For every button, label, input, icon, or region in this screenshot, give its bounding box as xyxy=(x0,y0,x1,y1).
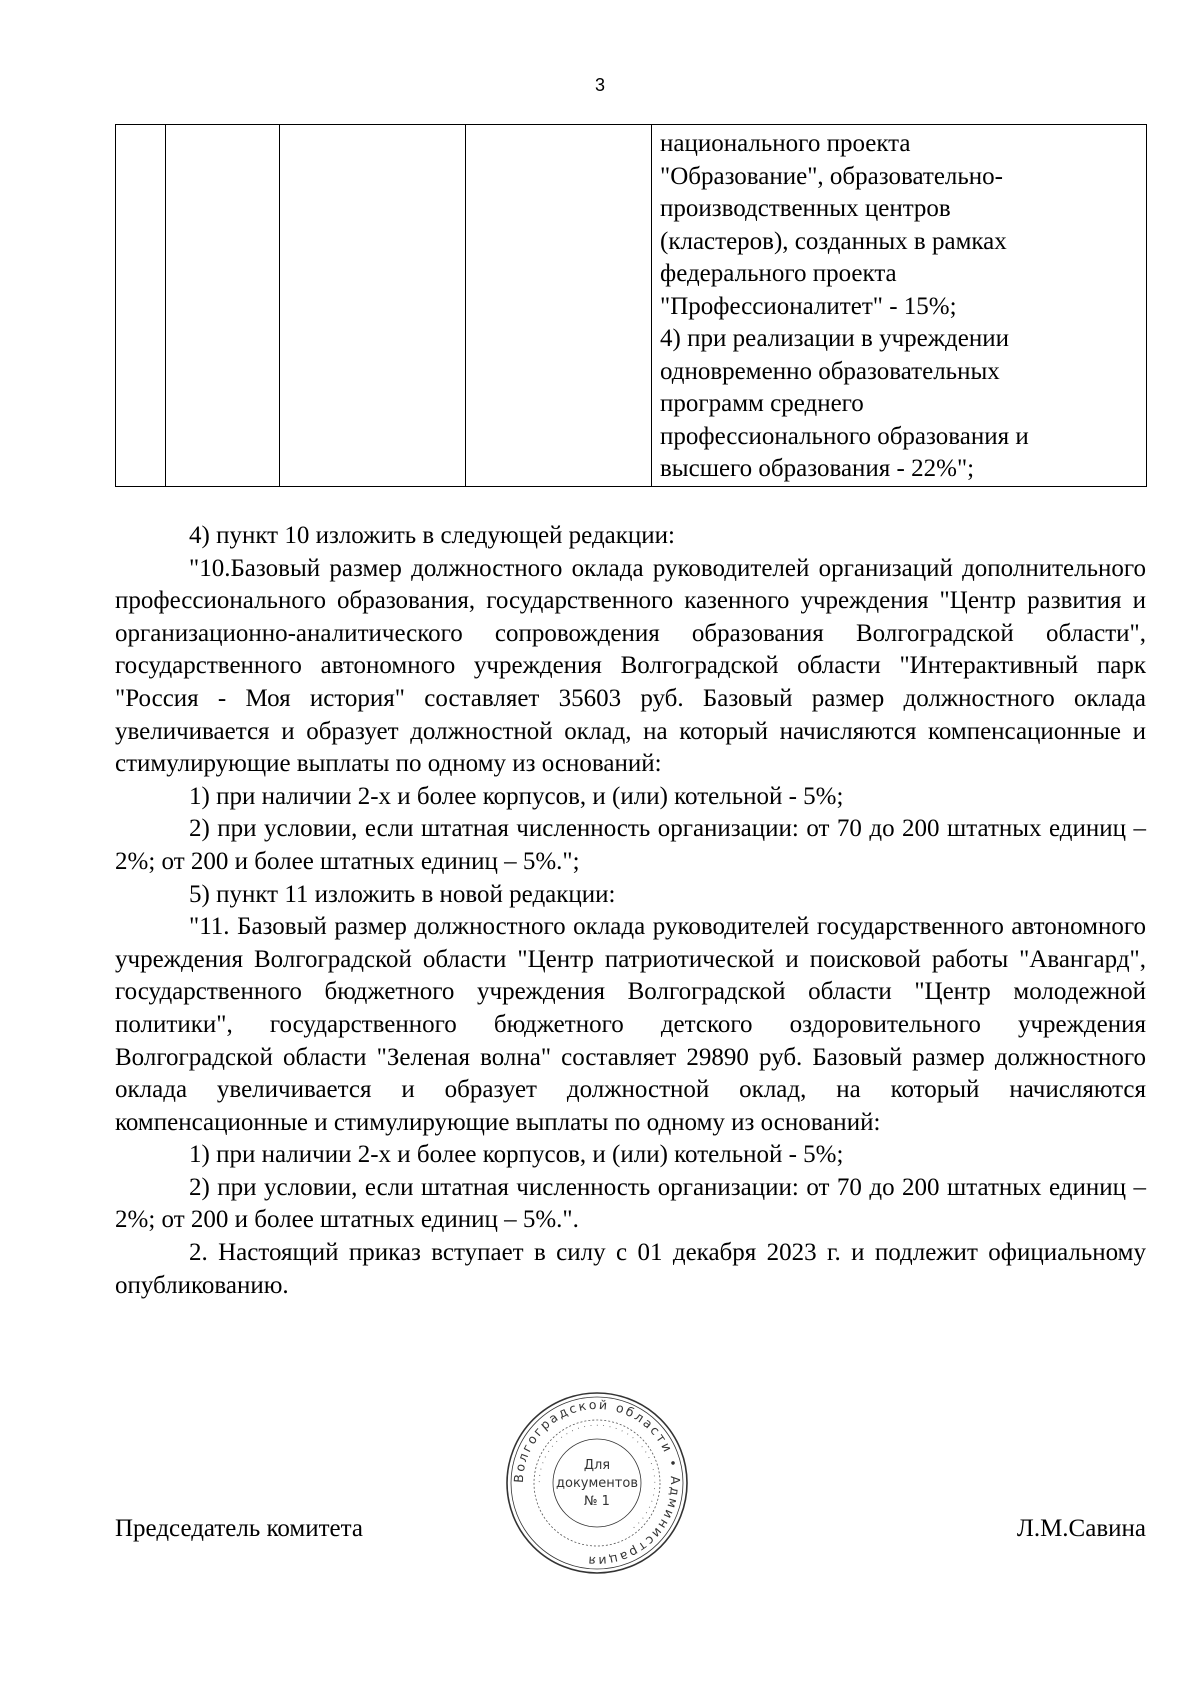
seal-outer-text: Волгоградской области • Администрация xyxy=(510,1396,684,1570)
cell-line: производственных центров xyxy=(660,195,951,222)
seal-center-line-2: документов xyxy=(556,1476,638,1491)
table-cell-text xyxy=(652,125,1146,486)
seal-center-line-1: Для xyxy=(583,1458,611,1473)
continued-table xyxy=(115,124,1147,487)
seal-center-line-3: № 1 xyxy=(584,1494,610,1509)
cell-line: "Профессионалитет" - 15%; xyxy=(660,292,957,320)
page-number: 3 xyxy=(594,75,605,95)
clause-10-text: "10.Базовый размер должностного оклада руководителей организаций дополнительного профессионального образования, государственного казенного учреждения "Центр развития и организационно-аналитического сопровождения образования Волгоградской области", государственного автономного учреждения Волгоградской области "Интерактивный парк "Россия - Моя история" составляет 35603 руб. Базовый размер должностного оклада увеличивается и образует должностной оклад, на который начисляются компенсационные и стимулирующие выплаты по одному из оснований: xyxy=(115,554,1146,778)
cell-line: одновременно образовательных xyxy=(660,357,1000,385)
signatory-position: Председатель комитета xyxy=(115,1515,363,1542)
amendment-item-5: 5) пункт 11 изложить в новой редакции: xyxy=(189,880,616,908)
clause-11-text: "11. Базовый размер должностного оклада руководителей государственного автономного учреждения Волгоградской области "Центр патриотической и поисковой работы "Авангард", государственного бюджетного учреждения Волгоградской области "Центр молодежной политики", государственного бюджетного детского оздоровительного учреждения Волгоградской области "Зеленая волна" составляет 29890 руб. Базовый размер должностного оклада увеличивается и образует должностной оклад, на который начисляются компенсационные и стимулирующие выплаты по одному из оснований: xyxy=(115,913,1146,1136)
cell-line: национального проекта xyxy=(660,130,911,157)
table-cell-4 xyxy=(466,125,652,487)
clause-10-basis-1: 1) при наличии 2-х и более корпусов, и (или) котельной - 5%; xyxy=(189,782,844,810)
effective-date-clause: 2. Настоящий приказ вступает в силу с 01 декабря 2023 г. и подлежит официальному опубликованию. xyxy=(115,1239,1146,1299)
cell-line: "Образование", образовательно- xyxy=(660,162,1004,190)
table-row xyxy=(116,125,1147,487)
table-cell-2 xyxy=(166,125,280,487)
signatory-name: Л.М.Савина xyxy=(1016,1515,1146,1542)
cell-line: (кластеров), созданных в рамках xyxy=(660,227,1007,255)
clause-11-basis-2: 2) при условии, если штатная численность организации: от 70 до 200 штатных единиц – 2%; от 200 и более штатных единиц – 5%.". xyxy=(115,1173,1146,1234)
clause-10-basis-2: 2) при условии, если штатная численность организации: от 70 до 200 штатных единиц – 2%; от 200 и более штатных единиц – 5%."; xyxy=(115,815,1146,875)
document-body xyxy=(115,520,1146,1302)
official-seal xyxy=(503,1389,691,1577)
table-cell-1 xyxy=(116,125,166,487)
clause-11-basis-1: 1) при наличии 2-х и более корпусов, и (или) котельной - 5%; xyxy=(189,1141,844,1169)
cell-line: профессионального образования и xyxy=(660,422,1029,450)
table-cell-3 xyxy=(280,125,466,487)
cell-line: федерального проекта xyxy=(660,260,897,287)
amendment-item-4: 4) пункт 10 изложить в следующей редакции: xyxy=(189,522,675,549)
table-cell-5 xyxy=(652,125,1147,487)
cell-line: высшего образования - 22%"; xyxy=(660,455,975,482)
cell-line: программ среднего xyxy=(660,390,864,417)
cell-line: 4) при реализации в учреждении xyxy=(660,325,1009,352)
svg-text:· · · · · · · · · · · · · · ·: · · · · · · · · · · · · · · · · · · · · · · · · · · · · · · · · · · · · · xyxy=(534,1420,660,1532)
